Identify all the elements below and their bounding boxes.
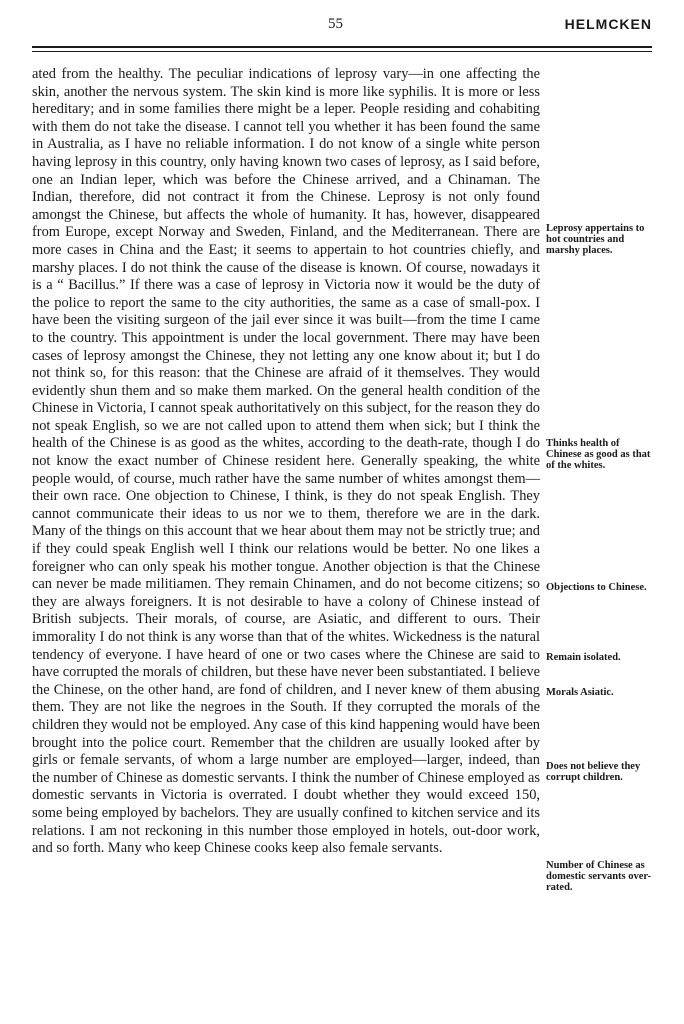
side-note-children: Does not believe they corrupt children.	[546, 761, 641, 783]
side-note-objections: Objections to Chinese.	[546, 582, 647, 593]
header-rule-thin	[32, 51, 652, 52]
side-note-servants: Number of Chinese as domestic servants over-rated.	[546, 860, 652, 893]
page-number: 55	[328, 16, 343, 32]
page-header	[32, 16, 652, 38]
side-note-leprosy: Leprosy appertains to hot countries and marshy places.	[546, 223, 645, 256]
side-note-health: Thinks health of Chinese as good as that of the whites.	[546, 438, 651, 471]
side-note-isolated: Remain isolated.	[546, 652, 621, 663]
side-note-morals: Morals Asiatic.	[546, 687, 614, 698]
body-paragraph: ated from the healthy. The peculiar indications of leprosy vary—in one affecting the skin, another the nervous system. The skin kind is more like syphilis. It is more or less hereditary; and in some families there might be a leper. People residing and cohabiting with them do not take the disease. I cannot tell you whether it has been found the same in Australia, as I have no reliable information. I do not know of a single white person having leprosy in this country, only having known two cases of leprosy, as I said before, one an Indian leper, which was before the Chinese arrived, and a Chinaman. The Indian, therefore, did not contract it from the Chinese. Leprosy is not only found amongst the Chinese, but affects the whole of humanity. It has, however, disappeared from Europe, except Norway and Sweden, Finland, and the Mediterranean. There are more cases in China and the East; it seems to appertain to hot countries chiefly, and marshy places. I do not think the cause of the disease is known. Of course, nowadays it is a “ Bacillus.” If there was a case of leprosy in Victoria now it would be the duty of the police to report the same to the city authorities, the same as a case of small-pox. I have been the visiting surgeon of the jail ever since it was built—from the time I came to the country. This appointment is under the local government. There may have been cases of leprosy amongst the Chinese, they not letting any one know about it; but I do not think so, for this reason: that the Chinese are afraid of it themselves. They would evidently shun them and so make them marked. On the general health condition of the Chinese in Victoria, I cannot speak authoritatively on this subject, for the reason they do not speak English, so we are not called upon to attend them when sick; but I think the health of the Chinese is as good as the whites, according to the death-rate, though I do not know the exact number of Chinese resident here. Generally speaking, the white people would, of course, much rather have the same number of whites amongst them—their own race. One objection to Chinese, I think, is they do not speak English. They cannot communicate their ideas to us nor we to them, therefore we are in the dark. Many of the things on this account that we hear about them may not be strictly true; and if they could speak English well I think our relations would be better. No one likes a foreigner who can only speak his mother tongue. Another objection is that the Chinese can never be made militiamen. They remain Chinamen, and do not become citizens; so they are always foreigners. It is not desirable to have a colony of Chinese instead of British subjects. Their morals, of course, are Asiatic, and different to ours. Their immorality I do not think is any worse than that of the whites. Wickedness is the natural tendency of everyone. I have heard of one or two cases where the Chinese are said to have corrupted the morals of children, but these have never been substantiated. I believe the Chinese, on the other hand, are fond of children, and I never knew of them abusing them. They are not like the negroes in the South. If they corrupted the morals of the children they would not be employed. Any case of this kind happening would have been brought into the police court. Remember that the children are usually looked after by girls or female servants, of whom a large number are employed—larger, indeed, than the number of Chinese as domestic servants. I think the number of Chinese employed as domestic servants in Victoria is overrated. I doubt whether they would exceed 150, some being employed by bachelors. They are usually confined to kitchen service and its relations. I am not reckoning in this number those employed in hotels, out-door work, and so forth. Many who keep Chinese cooks keep also female servants.	[32, 66, 541, 857]
header-rule-thick	[32, 46, 652, 48]
running-head: HELMCKEN	[564, 16, 652, 32]
